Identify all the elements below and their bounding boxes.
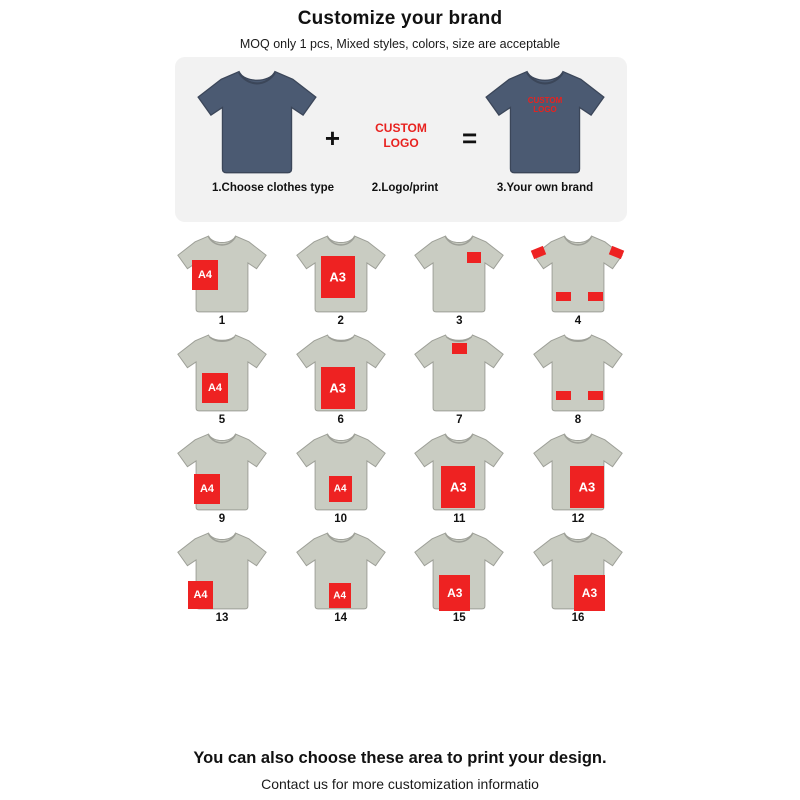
print-area	[556, 391, 571, 400]
print-area	[321, 256, 355, 298]
shirt-option-number: 7	[456, 414, 463, 426]
tshirt-graphic	[530, 432, 626, 511]
step-2-logo	[344, 69, 458, 151]
tshirt-graphic	[530, 531, 626, 610]
tshirt-graphic	[530, 333, 626, 412]
print-area	[321, 367, 355, 409]
shirt-option-number: 10	[334, 513, 348, 525]
footer-contact: Contact us for more customization informatio	[261, 776, 539, 792]
tshirt-graphic	[411, 333, 507, 412]
print-area	[452, 343, 467, 354]
shirt-option-number: 11	[453, 513, 466, 525]
step-3-shirt	[481, 69, 609, 174]
shirt-option-7[interactable]	[405, 333, 513, 426]
print-area	[574, 575, 605, 611]
shirt-option-11[interactable]	[405, 432, 513, 525]
shirt-option-9[interactable]	[168, 432, 276, 525]
shirt-option-number: 12	[571, 513, 585, 525]
shirt-option-number: 14	[334, 612, 348, 624]
custom-logo-line1: CUSTOM	[375, 121, 427, 135]
page-header	[0, 0, 800, 51]
tshirt-graphic	[411, 234, 507, 313]
shirt-row-1	[168, 234, 632, 327]
print-area	[188, 581, 213, 609]
print-area	[441, 466, 475, 508]
print-size-label: A4	[197, 269, 213, 281]
shirt-option-8[interactable]	[524, 333, 632, 426]
shirt-option-4[interactable]	[524, 234, 632, 327]
shirt-option-number: 13	[215, 612, 229, 624]
print-area	[467, 252, 481, 263]
shirt-option-number: 3	[456, 315, 463, 327]
print-area	[588, 391, 603, 400]
print-area	[329, 476, 352, 502]
print-area	[329, 583, 351, 608]
print-size-label: A4	[333, 590, 347, 601]
print-area	[588, 292, 603, 301]
tshirt-graphic	[174, 234, 270, 313]
shirt-option-number: 8	[574, 414, 582, 426]
print-area	[194, 474, 220, 504]
tshirt-graphic	[293, 234, 389, 313]
tshirt-graphic	[293, 531, 389, 610]
shirt-option-number: 2	[337, 315, 344, 327]
shirt-option-number: 15	[452, 612, 466, 624]
navy-tshirt-branded	[481, 69, 609, 174]
print-area	[556, 292, 571, 301]
print-placement-grid	[168, 234, 632, 630]
tshirt-graphic	[174, 531, 270, 610]
print-size-label: A4	[193, 589, 208, 601]
shirt-row-3	[168, 432, 632, 525]
print-size-label: A3	[450, 479, 467, 495]
shirt-option-14[interactable]	[287, 531, 395, 624]
print-size-label: A3	[329, 269, 346, 285]
print-area	[192, 260, 218, 290]
print-area	[439, 575, 470, 611]
shirt-option-number: 1	[218, 315, 226, 327]
print-size-label: A4	[333, 483, 347, 495]
shirt-option-16[interactable]	[524, 531, 632, 624]
shirt-row-4	[168, 531, 632, 624]
brand-mark-line2: LOGO	[533, 105, 557, 114]
print-size-label: A3	[578, 479, 596, 495]
shirt-option-12[interactable]	[524, 432, 632, 525]
print-size-label: A3	[329, 380, 346, 396]
tshirt-graphic	[411, 531, 507, 610]
custom-logo-line2: LOGO	[383, 136, 419, 150]
equals-icon: =	[461, 123, 478, 153]
shirt-option-3[interactable]	[405, 234, 513, 327]
shirt-option-number: 4	[574, 315, 582, 327]
page-footer	[0, 749, 800, 792]
tshirt-graphic	[411, 432, 507, 511]
print-area	[570, 466, 604, 508]
page-subtitle: MOQ only 1 pcs, Mixed styles, colors, size are acceptable	[239, 37, 561, 51]
step-1-shirt	[193, 69, 321, 174]
navy-tshirt-plain	[193, 69, 321, 174]
page-title: Customize your brand	[297, 8, 503, 29]
tshirt-graphic	[293, 333, 389, 412]
step-2-caption: 2.Logo/print	[371, 182, 439, 194]
chest-logo-mark	[528, 96, 563, 114]
print-size-label: A4	[199, 483, 215, 495]
shirt-option-number: 16	[571, 612, 585, 624]
shirt-option-5[interactable]	[168, 333, 276, 426]
step-1-caption: 1.Choose clothes type	[211, 182, 335, 194]
shirt-option-number: 5	[218, 414, 226, 426]
print-area	[202, 373, 228, 403]
tshirt-graphic	[293, 432, 389, 511]
tshirt-graphic	[530, 234, 626, 313]
shirt-option-15[interactable]	[405, 531, 513, 624]
shirt-option-2[interactable]	[287, 234, 395, 327]
shirt-row-2	[168, 333, 632, 426]
print-size-label: A4	[207, 382, 223, 394]
tshirt-graphic	[174, 432, 270, 511]
tshirt-graphic	[174, 333, 270, 412]
print-size-label: A3	[447, 586, 463, 600]
shirt-option-6[interactable]	[287, 333, 395, 426]
shirt-option-13[interactable]	[168, 531, 276, 624]
process-panel	[175, 57, 627, 222]
shirt-option-10[interactable]	[287, 432, 395, 525]
shirt-option-number: 6	[337, 414, 344, 426]
plus-icon: +	[324, 123, 341, 153]
step-3-caption: 3.Your own brand	[496, 182, 594, 194]
shirt-option-1[interactable]	[168, 234, 276, 327]
shirt-option-number: 9	[218, 513, 226, 525]
brand-mark-line1: CUSTOM	[527, 96, 563, 105]
footer-headline: You can also choose these area to print your design.	[193, 749, 607, 767]
print-size-label: A3	[581, 586, 598, 600]
